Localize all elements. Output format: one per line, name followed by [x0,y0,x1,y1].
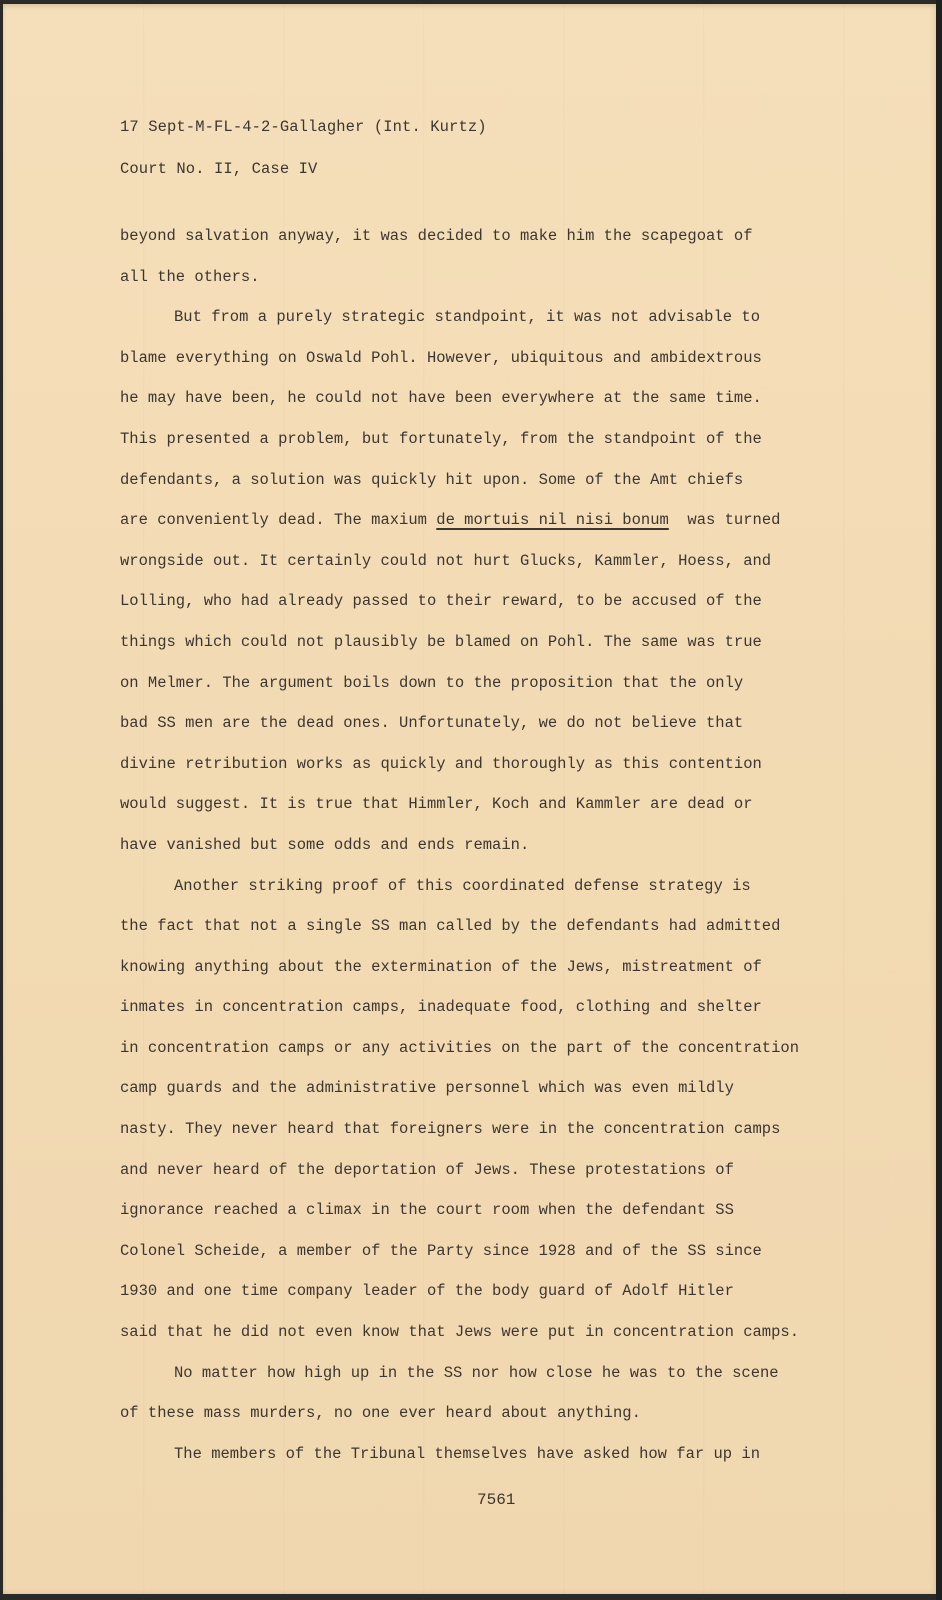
body-line: the fact that not a single SS man called by the defendants had admitted [120,917,781,936]
body-line: in concentration camps or any activities on the part of the concentration [120,1038,800,1057]
paragraph-start-line: But from a purely strategic standpoint, it was not advisable to [174,308,760,327]
body-line: and never heard of the deportation of Jews. These protestations of [120,1160,734,1179]
body-line: on Melmer. The argument boils down to the proposition that the only [120,673,744,692]
body-line: of these mass murders, no one ever heard about anything. [120,1404,641,1423]
body-line: all the others. [120,267,260,286]
body-line: ignorance reached a climax in the court room when the defendant SS [120,1201,734,1220]
body-line: beyond salvation anyway, it was decided to make him the scapegoat of [120,227,753,245]
page-number: 7561 [477,1491,516,1509]
scan-border [936,0,942,1600]
body-line: Colonel Scheide, a member of the Party since 1928 and of the SS since [120,1241,762,1260]
body-line-with-latin-maxim [120,500,880,541]
paragraph-start-line: The members of the Tribunal themselves have asked how far up in [174,1444,760,1463]
document-reference: 17 Sept-M-FL-4-2-Gallagher (Int. Kurtz) [120,118,487,136]
document-body [120,216,880,1474]
line-text-before: are conveniently dead. The maxium [120,511,437,530]
latin-maxim-underlined: de mortuis nil nisi bonum [436,511,669,530]
body-line: inmates in concentration camps, inadequate food, clothing and shelter [120,998,762,1017]
body-line: defendants, a solution was quickly hit upon. Some of the Amt chiefs [120,470,744,489]
body-line: he may have been, he could not have been everywhere at the same time. [120,389,762,408]
body-line: wrongside out. It certainly could not hurt Glucks, Kammler, Hoess, and [120,551,772,570]
document-page [3,4,939,1594]
body-line: would suggest. It is true that Himmler, Koch and Kammler are dead or [120,795,753,814]
body-line: This presented a problem, but fortunately, from the standpoint of the [120,429,762,448]
body-line: Lolling, who had already passed to their reward, to be accused of the [120,592,762,611]
body-line: things which could not plausibly be blamed on Pohl. The same was true [120,632,762,651]
body-line: knowing anything about the extermination of the Jews, mistreatment of [120,957,762,976]
line-text-after: was turned [668,511,781,530]
body-line: have vanished but some odds and ends remain. [120,835,530,854]
paragraph-start-line: No matter how high up in the SS nor how close he was to the scene [174,1363,779,1382]
body-line: bad SS men are the dead ones. Unfortunately, we do not believe that [120,714,744,733]
body-line: said that he did not even know that Jews were put in concentration camps. [120,1323,800,1342]
body-line: divine retribution works as quickly and thoroughly as this contention [120,754,762,773]
body-line: 1930 and one time company leader of the body guard of Adolf Hitler [120,1282,734,1301]
body-line: blame everything on Oswald Pohl. However, ubiquitous and ambidextrous [120,348,762,367]
paragraph-start-line: Another striking proof of this coordinated defense strategy is [174,876,751,895]
body-line: camp guards and the administrative personnel which was even mildly [120,1079,734,1098]
body-line: nasty. They never heard that foreigners were in the concentration camps [120,1120,781,1139]
court-case-label: Court No. II, Case IV [120,160,318,178]
